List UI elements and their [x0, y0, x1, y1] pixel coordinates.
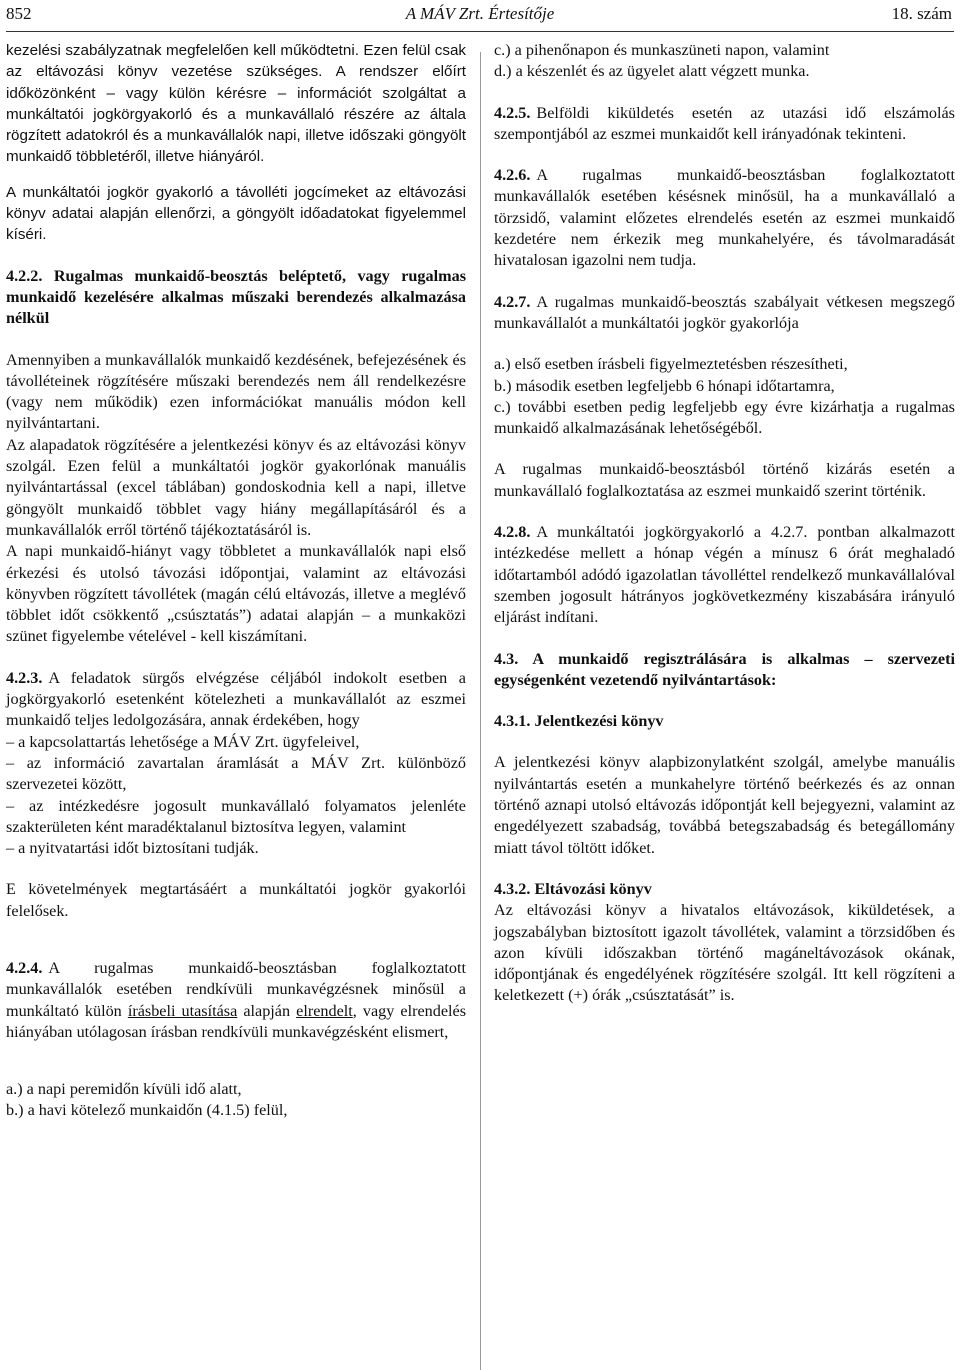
left-column: [6, 40, 466, 1122]
section-number: 4.2.6.: [494, 166, 531, 185]
page-number: 852: [6, 4, 32, 23]
paragraph-text: A rugalmas munkaidő-beosztásban foglalkoztatott munkavállalók esetében késésnek minősül, ha a munkavállaló a törzsidő, valamint előzetes elrendelés esetén az eszmei munkaidő kezdetére nem érkezik meg munkahelyére, és távolmaradását hivatalosan igazolni nem tudja.: [494, 166, 955, 270]
paragraph-text: A munkáltatói jogkörgyakorló a 4.2.7. pontban alkalmazott intézkedése mellett a hónap végén a mínusz 6 órát meghaladó időtartamból adódó igazolatlan távolléttel rendelkező munkavállalóval szemben jogosult hátrányos jogkövetkezmény kiszabására irányuló eljárást indítani.: [494, 523, 955, 627]
paragraph-text: A feladatok sürgős elvégzése céljából indokolt esetben a jogkörgyakorló esetenként kötelezheti a munkavállalót az eszmei munkaidő teljes ledolgozására, annak érdekében, hogy: [6, 668, 466, 730]
underlined-text: írásbeli utasítása: [127, 1001, 238, 1020]
section-number: 4.2.5.: [494, 103, 531, 122]
paragraph: A munkáltatói jogkör gyakorló a távolléti jogcímeket az eltávozási könyv adatai alapján ellenőrzi, a göngyölt időadatokat figyelemmel kíséri.: [6, 183, 466, 244]
paragraph-text: alapján: [237, 1001, 297, 1020]
section-number: 4.2.7.: [494, 292, 531, 311]
paragraph-text: , vagy elrendelés hiányában utólagosan írásban rendkívüli munkavégzésként elismert,: [6, 1001, 467, 1041]
paragraph-4-2-7: [494, 292, 955, 335]
paragraph: Az eltávozási könyv a hivatalos eltávozások, kiküldetések, a jogszabályban biztosított igazolt távollétek, valamint a törzsidőben és azon kívüli időszakban történő magáneltávozások okának, időpontjának és engedélyének rögzítésére szolgál. Itt kell rögzíteni a keletkezett (+) órák „csúsztatását” is.: [494, 901, 955, 1005]
section-number: 4.2.8.: [494, 523, 531, 542]
right-column: [494, 40, 955, 1007]
journal-title: A MÁV Zrt. Értesítője: [405, 4, 555, 23]
dash-item: – a kapcsolattartás lehetősége a MÁV Zrt. ügyfeleivel,: [6, 732, 360, 751]
section-heading-4-3-2: 4.3.2. Eltávozási könyv: [494, 879, 652, 898]
paragraph-4-2-4: [6, 958, 466, 1043]
header-rule: [6, 31, 954, 32]
list-item-b: b.) második esetben legfeljebb 6 hónapi időtartamra,: [494, 376, 835, 395]
section-number: 4.2.4.: [6, 958, 43, 977]
paragraph-text: Belföldi kiküldetés esetén az utazási idő elszámolás szempontjából az eszmei munkaidőt kell irányadónak tekinteni.: [494, 103, 955, 143]
paragraph: A jelentkezési könyv alapbizonylatként szolgál, amelybe manuális nyilvántartás esetén a munkahelyre történő beérkezés és az onnan történő aznapi utolsó eltávozás időpontját kell bejegyezni, valamint az engedélyezett szabadság, továbbá betegszabadság és betegállomány miatt távol töltött időket.: [494, 753, 955, 857]
list-item-a: a.) a napi peremidőn kívüli idő alatt,: [6, 1080, 242, 1099]
underlined-text: elrendelt: [296, 1001, 353, 1020]
issue-number: 18. szám: [891, 4, 952, 23]
paragraph: Az alapadatok rögzítésére a jelentkezési könyv és az eltávozási könyv szolgál. Ezen felül a munkáltatói jogkör gyakorlónak manuális nyilvántartással (excel táblában) gondoskodnia kell a napi, illetve göngyölt munkaidő többlet vagy hiány megállapításáról és a munkavállalók erről történő tájékoztatásáról is.: [6, 435, 466, 539]
dash-item: – az információ zavartalan áramlását a MÁV Zrt. különböző szervezetei között,: [6, 753, 466, 794]
paragraph: A napi munkaidő-hiányt vagy többletet a munkavállalók napi első érkezési és utolsó távozási időpontjai, valamint az eltávozási könyvben rögzített távollétek (magán célú eltávozás, illetve a meglévő többlet időt csökkentő „csúsztatás”) adatai alapján – a munkaközi szünet figyelembe vételével - kell kiszámítani.: [6, 542, 466, 646]
paragraph-4-2-5: [494, 103, 955, 146]
section-heading-4-3-1: 4.3.1. Jelentkezési könyv: [494, 712, 664, 731]
page-header: [0, 0, 960, 32]
section-number: 4.2.3.: [6, 668, 43, 687]
paragraph: E követelmények megtartásáért a munkáltatói jogkör gyakorlói felelősek.: [6, 880, 466, 920]
paragraph-text: A rugalmas munkaidő-beosztásban foglalkoztatott munkavállalók esetében rendkívüli munkavégzésnek minősül a munkáltató külön: [6, 958, 466, 1020]
paragraph-4-2-8: [494, 522, 955, 628]
list-item-c: c.) a pihenőnapon és munkaszüneti napon, valamint: [494, 41, 830, 59]
paragraph-4-2-3: [6, 668, 466, 732]
list-item-c: c.) további esetben pedig legfeljebb egy évre kizárhatja a rugalmas munkaidő alkalmazásának lehetőségéből.: [494, 397, 955, 438]
paragraph-4-2-6: [494, 165, 955, 271]
column-divider: [480, 52, 481, 1370]
paragraph: A rugalmas munkaidő-beosztásból történő kizárás esetén a munkavállaló foglalkoztatása az eszmei munkaidő szerint történik.: [494, 460, 955, 500]
paragraph-text: A rugalmas munkaidő-beosztás szabályait vétkesen megszegő munkavállalót a munkáltatói jogkör gyakorlója: [494, 292, 955, 332]
section-heading-4-2-2: 4.2.2. Rugalmas munkaidő-beosztás beléptető, vagy rugalmas munkaidő kezelésére alkalmas műszaki berendezés alkalmazása nélkül: [6, 266, 466, 328]
dash-item: – az intézkedésre jogosult munkavállaló folyamatos jelenléte szakterületen ként maradéktalanul biztosítva legyen, valamint: [6, 796, 466, 836]
list-item-b: b.) a havi kötelező munkaidőn (4.1.5) felül,: [6, 1101, 288, 1120]
list-item-a: a.) első esetben írásbeli figyelmeztetésben részesítheti,: [494, 355, 848, 374]
dash-item: – a nyitvatartási időt biztosítani tudják.: [6, 839, 259, 858]
section-heading-4-3: 4.3. A munkaidő regisztrálására is alkalmas – szervezeti egységenként vezetendő nyilvántartások:: [494, 649, 955, 689]
paragraph: Amennyiben a munkavállalók munkaidő kezdésének, befejezésének és távolléteinek rögzítésére műszaki berendezés nem áll rendelkezésre (vagy nem működik) ezen információkat manuális módon kell nyilvántartani.: [6, 350, 466, 433]
list-item-d: d.) a készenlét és az ügyelet alatt végzett munka.: [494, 62, 810, 81]
paragraph: kezelési szabályzatnak megfelelően kell működtetni. Ezen felül csak az eltávozási könyv vezetése szükséges. A rendszer előírt időközönként – vagy külön kérésre – információt szolgáltat a munkáltatói jogkörgyakorló és a munkavállaló részére az általa rögzített adatokról és a munkavállalók napi, illetve időszaki göngyölt munkaidő többletéről, illetve hiányáról.: [6, 42, 466, 166]
